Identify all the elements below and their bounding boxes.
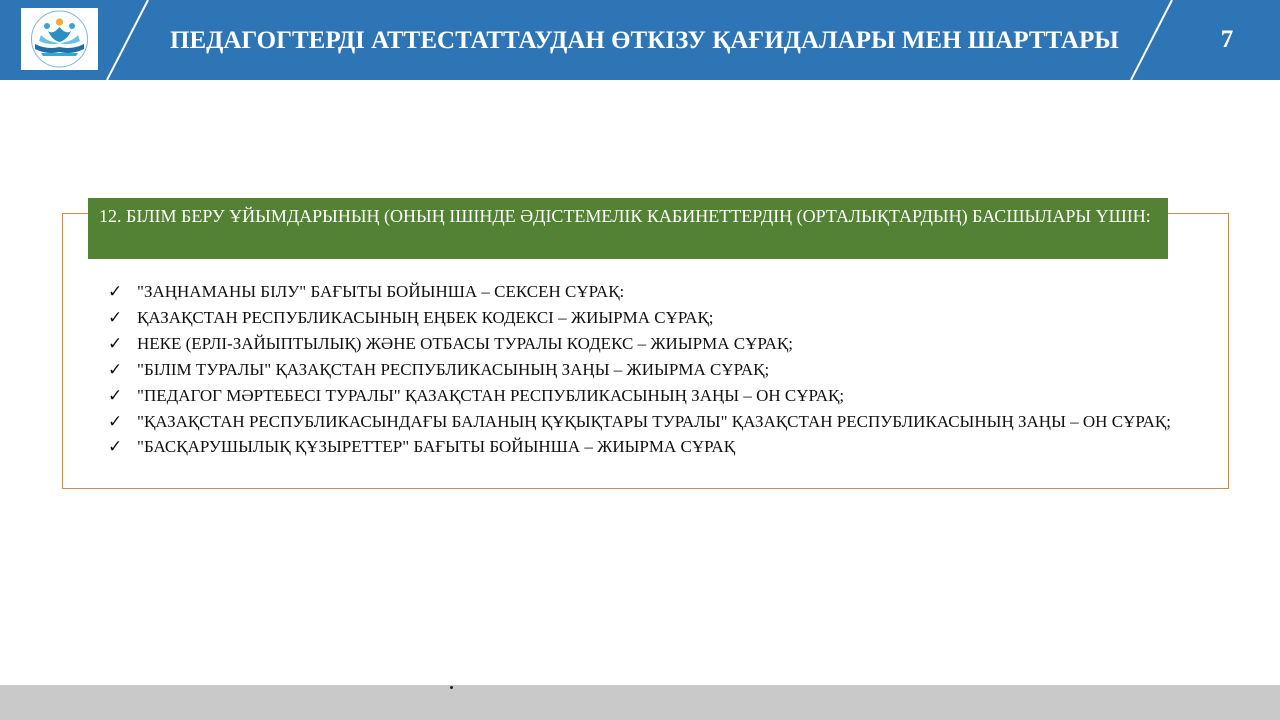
list-item-text: "ҚАЗАҚСТАН РЕСПУБЛИКАСЫНДАҒЫ БАЛАНЫҢ ҚҰҚЫҚТАРЫ ТУРАЛЫ" ҚАЗАҚСТАН РЕСПУБЛИКАСЫНЫҢ ЗАҢЫ – ОН СҰРАҚ; <box>137 411 1171 431</box>
check-icon: ✓ <box>108 282 123 301</box>
list-item <box>108 409 1218 435</box>
list-item <box>108 331 1218 357</box>
check-icon: ✓ <box>108 385 123 405</box>
footer-bar <box>0 685 1280 720</box>
list-item-text: "БІЛІМ ТУРАЛЫ" ҚАЗАҚСТАН РЕСПУБЛИКАСЫНЫҢ ЗАҢЫ – ЖИЫРМА СҰРАҚ; <box>137 359 770 379</box>
list-item-text: "ПЕДАГОГ МӘРТЕБЕСІ ТУРАЛЫ" ҚАЗАҚСТАН РЕСПУБЛИКАСЫНЫҢ ЗАҢЫ – ОН СҰРАҚ; <box>137 385 845 405</box>
list-item <box>108 279 1218 305</box>
check-icon: ✓ <box>108 437 123 457</box>
page-number: 7 <box>1220 26 1234 53</box>
list-item <box>108 434 1218 460</box>
list-item-text: "ЗАҢНАМАНЫ БІЛУ" БАҒЫТЫ БОЙЫНША – СЕКСЕН СҰРАҚ: <box>137 282 625 301</box>
footer-dot <box>450 686 453 689</box>
requirements-list <box>108 279 1218 460</box>
list-item-text: "БАСҚАРУШЫЛЫҚ ҚҰЗЫРЕТТЕР" БАҒЫТЫ БОЙЫНША – ЖИЫРМА СҰРАҚ <box>137 437 736 457</box>
list-item <box>108 357 1218 383</box>
list-item <box>108 383 1218 409</box>
check-icon: ✓ <box>108 333 123 353</box>
book-people-logo-icon <box>21 8 98 70</box>
section-heading: 12. БІЛІМ БЕРУ ҰЙЫМДАРЫНЫҢ (ОНЫҢ ІШІНДЕ ӘДІСТЕМЕЛІК КАБИНЕТТЕРДІҢ (ОРТАЛЫҚТАРДЫҢ) БАСШЫЛАРЫ ҮШІН: <box>88 198 1168 259</box>
page-title: ПЕДАГОГТЕРДІ АТТЕСТАТТАУДАН ӨТКІЗУ ҚАҒИДАЛАРЫ МЕН ШАРТТАРЫ <box>170 27 1119 54</box>
list-item-text: НЕКЕ (ЕРЛІ-ЗАЙЫПТЫЛЫҚ) ЖӘНЕ ОТБАСЫ ТУРАЛЫ КОДЕКС – ЖИЫРМА СҰРАҚ; <box>137 333 793 353</box>
header-bar <box>0 0 1280 80</box>
check-icon: ✓ <box>108 359 123 379</box>
check-icon: ✓ <box>108 307 123 327</box>
list-item-text: ҚАЗАҚСТАН РЕСПУБЛИКАСЫНЫҢ ЕҢБЕК КОДЕКСІ – ЖИЫРМА СҰРАҚ; <box>137 307 714 327</box>
check-icon: ✓ <box>108 411 123 431</box>
list-item <box>108 305 1218 331</box>
